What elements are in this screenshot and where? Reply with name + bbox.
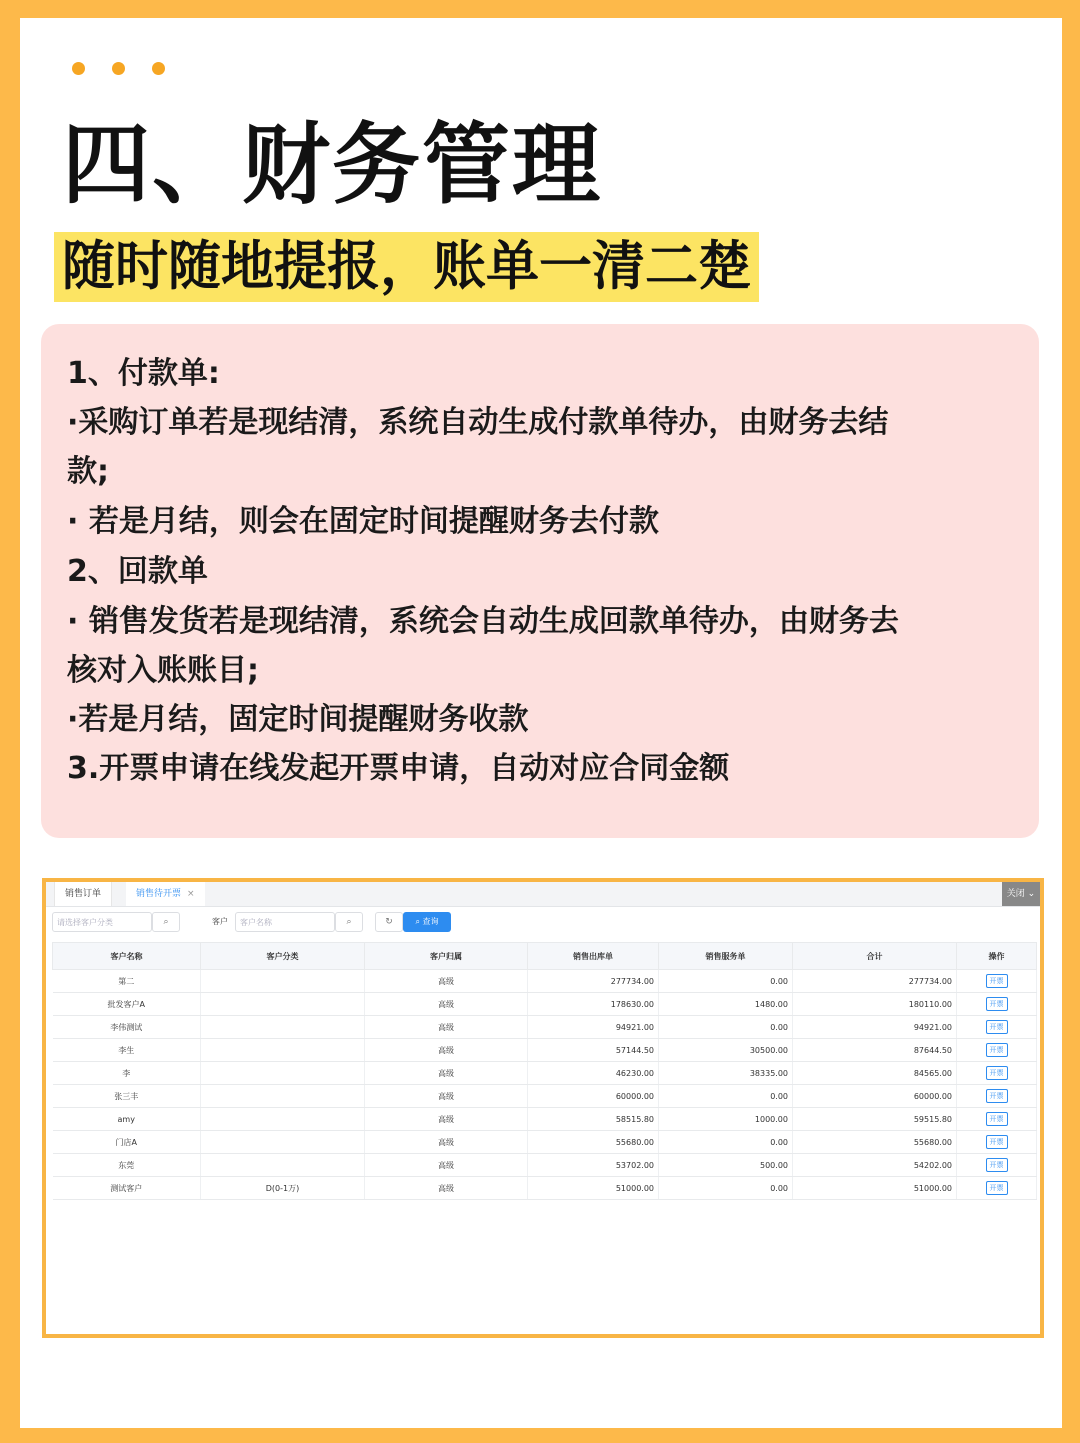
- invoice-button[interactable]: 开票: [986, 1043, 1008, 1057]
- table-cell: [201, 1039, 365, 1062]
- table-cell: 500.00: [659, 1154, 793, 1177]
- table-cell: 测试客户: [53, 1177, 201, 1200]
- table-cell: 批发客户A: [53, 993, 201, 1016]
- table-row[interactable]: [53, 970, 1037, 993]
- table-cell: 58515.80: [528, 1108, 659, 1131]
- tab-sales-order[interactable]: [54, 882, 112, 906]
- invoice-button[interactable]: 开票: [986, 1158, 1008, 1172]
- invoice-button[interactable]: 开票: [986, 1020, 1008, 1034]
- table-cell: 第二: [53, 970, 201, 993]
- invoice-button[interactable]: 开票: [986, 1135, 1008, 1149]
- description-line: 2、回款单: [67, 554, 208, 589]
- description-line: ·采购订单若是现结清，系统自动生成付款单待办，由财务去结: [67, 405, 889, 440]
- table-row[interactable]: [53, 993, 1037, 1016]
- table-cell: [957, 1085, 1037, 1108]
- table-row[interactable]: [53, 1154, 1037, 1177]
- description-line: 3.开票申请在线发起开票申请，自动对应合同金额: [67, 751, 730, 786]
- column-header[interactable]: 销售出库单: [528, 943, 659, 970]
- table-cell: [957, 1016, 1037, 1039]
- description-line: ·若是月结，固定时间提醒财务收款: [67, 702, 529, 737]
- table-cell: [957, 1039, 1037, 1062]
- invoice-button[interactable]: 开票: [986, 1066, 1008, 1080]
- column-header: 操作: [957, 943, 1037, 970]
- tab-label: 销售待开票: [136, 889, 182, 899]
- description-line: 1、付款单:: [67, 356, 220, 391]
- table-cell: [201, 1062, 365, 1085]
- close-tab-icon[interactable]: ×: [187, 889, 195, 899]
- table-cell: [201, 1108, 365, 1131]
- close-button[interactable]: 关闭 ⌄: [1002, 882, 1040, 906]
- invoice-button[interactable]: 开票: [986, 997, 1008, 1011]
- tab-sales-invoice-pending[interactable]: [126, 882, 205, 906]
- table-cell: 54202.00: [793, 1154, 957, 1177]
- app-screenshot: [42, 878, 1044, 1338]
- close-button-label: 关闭: [1006, 889, 1025, 899]
- page-subtitle: 随时随地提报，账单一清二楚: [54, 232, 759, 302]
- table-cell: 门店A: [53, 1131, 201, 1154]
- table-cell: 0.00: [659, 1085, 793, 1108]
- table-cell: 高级: [365, 1131, 528, 1154]
- content-card: [20, 18, 1062, 1428]
- description-box: [41, 324, 1039, 838]
- refresh-icon[interactable]: ↻: [375, 912, 403, 932]
- dot-icon: [112, 62, 125, 75]
- table-cell: [201, 970, 365, 993]
- table-cell: 60000.00: [793, 1085, 957, 1108]
- dot-icon: [152, 62, 165, 75]
- table-cell: [201, 1131, 365, 1154]
- tab-label: 销售订单: [65, 889, 102, 899]
- table-cell: [957, 1108, 1037, 1131]
- table-row[interactable]: [53, 1108, 1037, 1131]
- table-cell: 高级: [365, 970, 528, 993]
- table-cell: 高级: [365, 1154, 528, 1177]
- table-cell: 高级: [365, 993, 528, 1016]
- table-cell: 180110.00: [793, 993, 957, 1016]
- table-cell: 李: [53, 1062, 201, 1085]
- table-row[interactable]: [53, 1085, 1037, 1108]
- table-cell: 1000.00: [659, 1108, 793, 1131]
- invoice-button[interactable]: 开票: [986, 1181, 1008, 1195]
- column-header[interactable]: 合计: [793, 943, 957, 970]
- table-cell: [201, 993, 365, 1016]
- table-cell: 57144.50: [528, 1039, 659, 1062]
- table-row[interactable]: [53, 1131, 1037, 1154]
- table-row[interactable]: [53, 1177, 1037, 1200]
- table-cell: 55680.00: [793, 1131, 957, 1154]
- query-button-label: 查询: [422, 917, 439, 926]
- table-cell: 277734.00: [793, 970, 957, 993]
- customer-label: 客户: [212, 917, 228, 926]
- table-cell: 0.00: [659, 1177, 793, 1200]
- invoice-button[interactable]: 开票: [986, 1112, 1008, 1126]
- invoice-table: [52, 942, 1037, 1200]
- table-cell: 87644.50: [793, 1039, 957, 1062]
- table-cell: 高级: [365, 1177, 528, 1200]
- table-cell: [201, 1085, 365, 1108]
- table-cell: [957, 1131, 1037, 1154]
- invoice-button[interactable]: 开票: [986, 1089, 1008, 1103]
- table-cell: 0.00: [659, 1016, 793, 1039]
- invoice-button[interactable]: 开票: [986, 974, 1008, 988]
- table-cell: [957, 993, 1037, 1016]
- table-cell: 高级: [365, 1062, 528, 1085]
- table-cell: 53702.00: [528, 1154, 659, 1177]
- table-cell: 东莞: [53, 1154, 201, 1177]
- description-line: · 销售发货若是现结清，系统会自动生成回款单待办，由财务去: [67, 604, 899, 639]
- table-cell: 55680.00: [528, 1131, 659, 1154]
- table-cell: 60000.00: [528, 1085, 659, 1108]
- table-cell: 0.00: [659, 1131, 793, 1154]
- table-cell: 51000.00: [528, 1177, 659, 1200]
- table-body: [53, 970, 1037, 1200]
- filter-toolbar: [46, 912, 1040, 936]
- tab-bar: [46, 882, 1040, 907]
- column-header[interactable]: 客户名称: [53, 943, 201, 970]
- description-line: 款;: [67, 454, 109, 489]
- table-cell: 84565.00: [793, 1062, 957, 1085]
- table-cell: [957, 1177, 1037, 1200]
- column-header[interactable]: 客户分类: [201, 943, 365, 970]
- description-line: 核对入账账目;: [67, 653, 259, 688]
- table-cell: 高级: [365, 1039, 528, 1062]
- search-icon[interactable]: ⌕: [335, 912, 363, 932]
- table-cell: [957, 1062, 1037, 1085]
- page-title: 四、财务管理: [62, 113, 603, 216]
- table-row[interactable]: [53, 1039, 1037, 1062]
- table-cell: 30500.00: [659, 1039, 793, 1062]
- table-cell: 高级: [365, 1108, 528, 1131]
- table-header-row: [53, 943, 1037, 970]
- dot-icon: [72, 62, 85, 75]
- table-cell: 38335.00: [659, 1062, 793, 1085]
- table-cell: [201, 1154, 365, 1177]
- column-header[interactable]: 客户归属: [365, 943, 528, 970]
- table-cell: 59515.80: [793, 1108, 957, 1131]
- column-header[interactable]: 销售服务单: [659, 943, 793, 970]
- table-cell: [957, 970, 1037, 993]
- customer-input[interactable]: 客户名称: [235, 912, 335, 932]
- table-cell: 张三丰: [53, 1085, 201, 1108]
- table-cell: 高级: [365, 1016, 528, 1039]
- table-cell: 178630.00: [528, 993, 659, 1016]
- table-cell: 51000.00: [793, 1177, 957, 1200]
- table-cell: 高级: [365, 1085, 528, 1108]
- decorative-dots: [72, 62, 165, 75]
- table-row[interactable]: [53, 1062, 1037, 1085]
- table-cell: D(0-1万): [201, 1177, 365, 1200]
- table-cell: 94921.00: [793, 1016, 957, 1039]
- category-select[interactable]: 请选择客户分类: [52, 912, 152, 932]
- table-cell: amy: [53, 1108, 201, 1131]
- table-cell: 0.00: [659, 970, 793, 993]
- table-cell: 277734.00: [528, 970, 659, 993]
- table-cell: 李生: [53, 1039, 201, 1062]
- table-cell: [201, 1016, 365, 1039]
- table-cell: 46230.00: [528, 1062, 659, 1085]
- table-cell: 1480.00: [659, 993, 793, 1016]
- description-line: · 若是月结，则会在固定时间提醒财务去付款: [67, 504, 659, 539]
- table-cell: 94921.00: [528, 1016, 659, 1039]
- table-row[interactable]: [53, 1016, 1037, 1039]
- query-button[interactable]: ⌕ 查询: [403, 912, 451, 932]
- search-icon[interactable]: ⌕: [152, 912, 180, 932]
- table-cell: [957, 1154, 1037, 1177]
- table-cell: 李伟测试: [53, 1016, 201, 1039]
